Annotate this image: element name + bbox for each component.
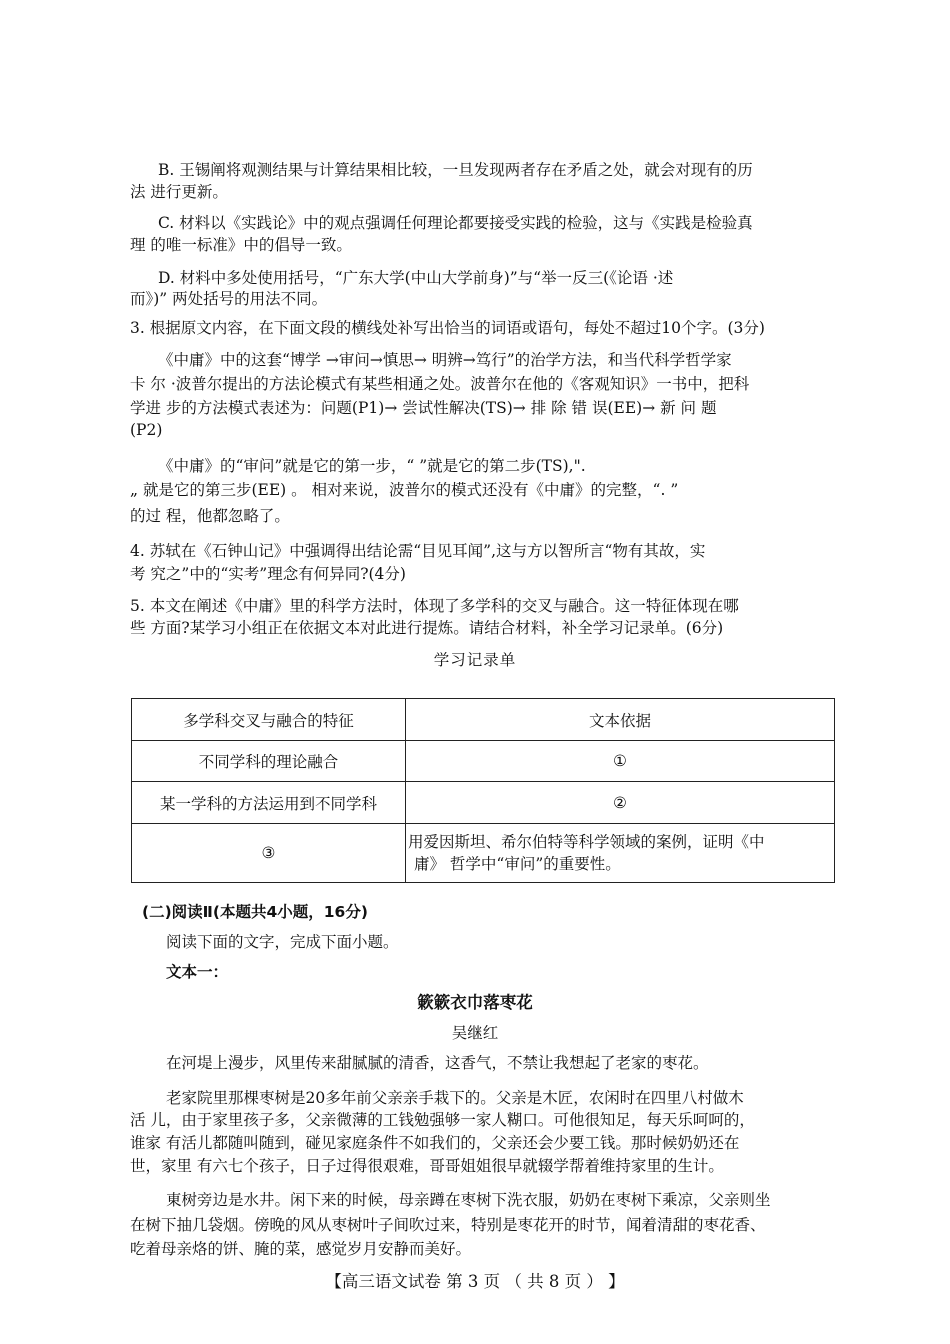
- article-para2-line1: 老家院里那棵枣树是20多年前父亲亲手栽下的。父亲是木匠，农闲时在四里八村做木: [166, 1089, 744, 1107]
- question-4-line2: 考 究之”中的“实考”理念有何异同?(4分): [130, 565, 406, 583]
- article-author: 吴继红: [451, 1024, 499, 1042]
- cell-feature: 不同学科的理论融合: [132, 741, 406, 782]
- cell-feature-blank: ③: [132, 824, 406, 883]
- section-instruction: 阅读下面的文字，完成下面小题。: [166, 933, 399, 951]
- option-d-line2: 而》)” 两处括号的用法不同。: [130, 290, 328, 308]
- evidence-line1: 用爱因斯坦、希尔伯特等科学领域的案例，证明《中: [408, 833, 765, 851]
- q3-para1-line3: 学进 步的方法模式表述为：问题(P1)→ 尝试性解决(TS)→ 排 除 错 误(EE)→ 新 问 题: [130, 399, 717, 417]
- cell-evidence-blank: ①: [406, 741, 835, 782]
- article-para3-line2: 在树下抽几袋烟。傍晚的风从枣树叶子间吹过来，特别是枣花开的时节，闻着清甜的枣花香、: [130, 1216, 766, 1234]
- q3-para2-line2: „ 就是它的第三步(EE) 。 相对来说，波普尔的模式还没有《中庸》的完整，“. ”: [130, 481, 679, 499]
- header-evidence: 文本依据: [406, 699, 835, 741]
- evidence-line2: 庸》 哲学中“审问”的重要性。: [414, 855, 621, 873]
- table-row: [132, 824, 835, 883]
- cell-evidence: [406, 824, 835, 883]
- option-c-line1: C. 材料以《实践论》中的观点强调任何理论都要接受实践的检验，这与《实践是检验真: [158, 214, 753, 232]
- question-5-line2: 些 方面?某学习小组正在依据文本对此进行提炼。请结合材料，补全学习记录单。(6分): [130, 619, 724, 637]
- article-title: 簌簌衣巾落枣花: [417, 993, 533, 1012]
- option-b-line2: 法 进行更新。: [130, 183, 228, 201]
- article-para2-line3: 谁家 有活儿都随叫随到，碰见家庭条件不如我们的，父亲还会少要工钱。那时候奶奶还在: [130, 1134, 740, 1152]
- table-title: 学习记录单: [433, 651, 517, 669]
- text-label: 文本一：: [166, 963, 229, 981]
- cell-evidence-blank: ②: [406, 782, 835, 824]
- q3-para2-line1: 《中庸》的“审问”就是它的第一步，“ ”就是它的第二步(TS),".: [158, 457, 586, 475]
- q3-para1-line4: (P2): [130, 421, 163, 439]
- article-para3-line3: 吃着母亲烙的饼、腌的菜，感觉岁月安静而美好。: [130, 1240, 472, 1258]
- section-heading: (二)阅读Ⅱ(本题共4小题，16分): [142, 903, 368, 921]
- question-3-stem: 3. 根据原文内容，在下面文段的横线处补写出恰当的词语或语句，每处不超过10个字。(3分): [130, 319, 765, 337]
- q3-para1-line2: 卡 尔 ·波普尔提出的方法论模式有某些相通之处。波普尔在他的《客观知识》一书中，把科: [130, 375, 750, 393]
- option-d-line1: D. 材料中多处使用括号，“广东大学(中山大学前身)”与“举一反三(《论语 ·述: [158, 269, 674, 287]
- record-table: [131, 698, 835, 883]
- table-row: [132, 741, 835, 782]
- table-row: [132, 782, 835, 824]
- q3-para1-line1: 《中庸》中的这套“博学 →审问→慎思→ 明辨→笃行”的治学方法，和当代科学哲学家: [158, 351, 732, 369]
- article-para1: 在河堤上漫步，风里传来甜腻腻的清香，这香气，不禁让我想起了老家的枣花。: [166, 1054, 709, 1072]
- cell-feature: 某一学科的方法运用到不同学科: [132, 782, 406, 824]
- option-c-line2: 理 的唯一标准》中的倡导一致。: [130, 236, 352, 254]
- page-footer: 【高三语文试卷 第 3 页 （ 共 8 页 ） 】: [325, 1272, 625, 1291]
- article-para2-line4: 世，家里 有六七个孩子，日子过得很艰难，哥哥姐姐很早就辍学帮着维持家里的生计。: [130, 1157, 724, 1175]
- q3-para2-line3: 的过 程，他都忽略了。: [130, 507, 290, 525]
- option-b-line1: B. 王锡阐将观测结果与计算结果相比较，一旦发现两者存在矛盾之处，就会对现有的历: [158, 161, 753, 179]
- question-4-line1: 4. 苏轼在《石钟山记》中强调得出结论需“目见耳闻”,这与方以智所言“物有其故，实: [130, 542, 706, 560]
- header-feature: 多学科交叉与融合的特征: [132, 699, 406, 741]
- table-header-row: [132, 699, 835, 741]
- article-para3-line1: 東树旁边是水井。闲下来的时候，母亲蹲在枣树下洗衣服，奶奶在枣树下乘凉，父亲则坐: [166, 1191, 771, 1209]
- article-para2-line2: 活 儿，由于家里孩子多，父亲微薄的工钱勉强够一家人糊口。可他很知足，每天乐呵呵的，: [130, 1111, 755, 1129]
- question-5-line1: 5. 本文在阐述《中庸》里的科学方法时，体现了多学科的交叉与融合。这一特征体现在哪: [130, 597, 739, 615]
